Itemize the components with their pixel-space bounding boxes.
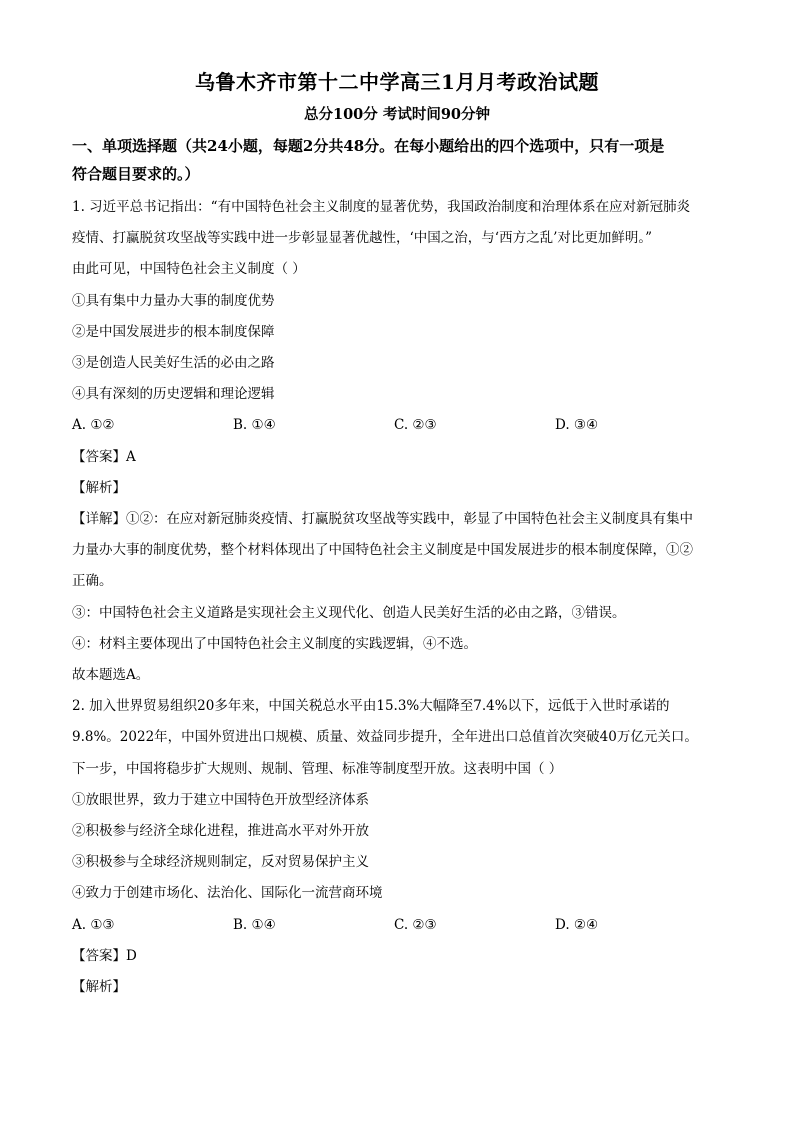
q2-option-a: A. ①③ — [72, 916, 115, 933]
q1-detail-line-2: 力量办大事的制度优势，整个材料体现出了中国特色社会主义制度是中国发展进步的根本制度保障，①② — [72, 542, 693, 559]
q2-analysis-label: 【解析】 — [72, 979, 126, 996]
q1-detail-line-5: ④：材料主要体现出了中国特色社会主义制度的实践逻辑，④不选。 — [72, 635, 477, 652]
q2-option-d: D. ②④ — [555, 916, 599, 933]
q1-answer: 【答案】A — [72, 448, 136, 465]
q2-stem-line-2: 9.8%。2022年，中国外贸进出口规模、质量、效益同步提升，全年进出口总值首次突破40万亿元关口。 — [72, 729, 698, 746]
section-heading-line-1: 一、单项选择题（共24小题，每题2分共48分。在每小题给出的四个选项中，只有一项是 — [72, 137, 665, 155]
q1-option-a: A. ①② — [72, 417, 115, 434]
q1-stem-line-1: 1. 习近平总书记指出：“有中国特色社会主义制度的显著优势，我国政治制度和治理体系在应对新冠肺炎 — [72, 199, 691, 215]
q1-item-2: ②是中国发展进步的根本制度保障 — [72, 323, 275, 340]
q1-detail-line-3: 正确。 — [72, 573, 113, 590]
q1-detail-line-6: 故本题选A。 — [72, 667, 150, 684]
q1-option-c: C. ②③ — [394, 417, 437, 434]
q2-stem-line-3: 下一步，中国将稳步扩大规则、规制、管理、标准等制度型开放。这表明中国（ ） — [72, 760, 563, 777]
q2-item-3: ③积极参与全球经济规则制定，反对贸易保护主义 — [72, 854, 369, 871]
q2-option-c: C. ②③ — [394, 916, 437, 933]
q1-item-1: ①具有集中力量办大事的制度优势 — [72, 292, 275, 309]
q2-answer: 【答案】D — [72, 947, 137, 964]
q1-option-b: B. ①④ — [233, 417, 276, 434]
q2-option-b: B. ①④ — [233, 916, 276, 933]
q1-item-4: ④具有深刻的历史逻辑和理论逻辑 — [72, 386, 275, 403]
q1-detail-line-4: ③：中国特色社会主义道路是实现社会主义现代化、创造人民美好生活的必由之路，③错误。 — [72, 604, 626, 621]
q2-item-1: ①放眼世界，致力于建立中国特色开放型经济体系 — [72, 791, 369, 808]
q2-stem-line-1: 2. 加入世界贸易组织20多年来，中国关税总水平由15.3%大幅降至7.4%以下，远低于入世时承诺的 — [72, 698, 670, 715]
q2-options — [72, 910, 722, 941]
q1-item-3: ③是创造人民美好生活的必由之路 — [72, 355, 275, 372]
q1-options — [72, 410, 722, 441]
q2-item-4: ④致力于创建市场化、法治化、国际化一流营商环境 — [72, 885, 383, 902]
question-2 — [72, 691, 722, 1003]
q1-analysis-label: 【解析】 — [72, 479, 126, 496]
page-title: 乌鲁木齐市第十二中学高三1月月考政治试题 — [195, 70, 599, 94]
page-subtitle: 总分100分 考试时间90分钟 — [304, 106, 490, 123]
question-1 — [72, 192, 722, 691]
q1-stem-line-3: 由此可见，中国特色社会主义制度（ ） — [72, 261, 306, 278]
q1-detail-line-1: 【详解】①②：在应对新冠肺炎疫情、打赢脱贫攻坚战等实践中，彰显了中国特色社会主义制度具有集中 — [72, 511, 693, 528]
q1-option-d: D. ③④ — [555, 417, 599, 434]
q2-item-2: ②积极参与经济全球化进程，推进高水平对外开放 — [72, 823, 369, 840]
section-heading-line-2: 符合题目要求的。） — [72, 165, 200, 183]
q1-stem-line-2: 疫情、打赢脱贫攻坚战等实践中进一步彰显显著优越性，‘中国之治，与‘西方之乱’对比更加鲜明。” — [72, 230, 653, 247]
